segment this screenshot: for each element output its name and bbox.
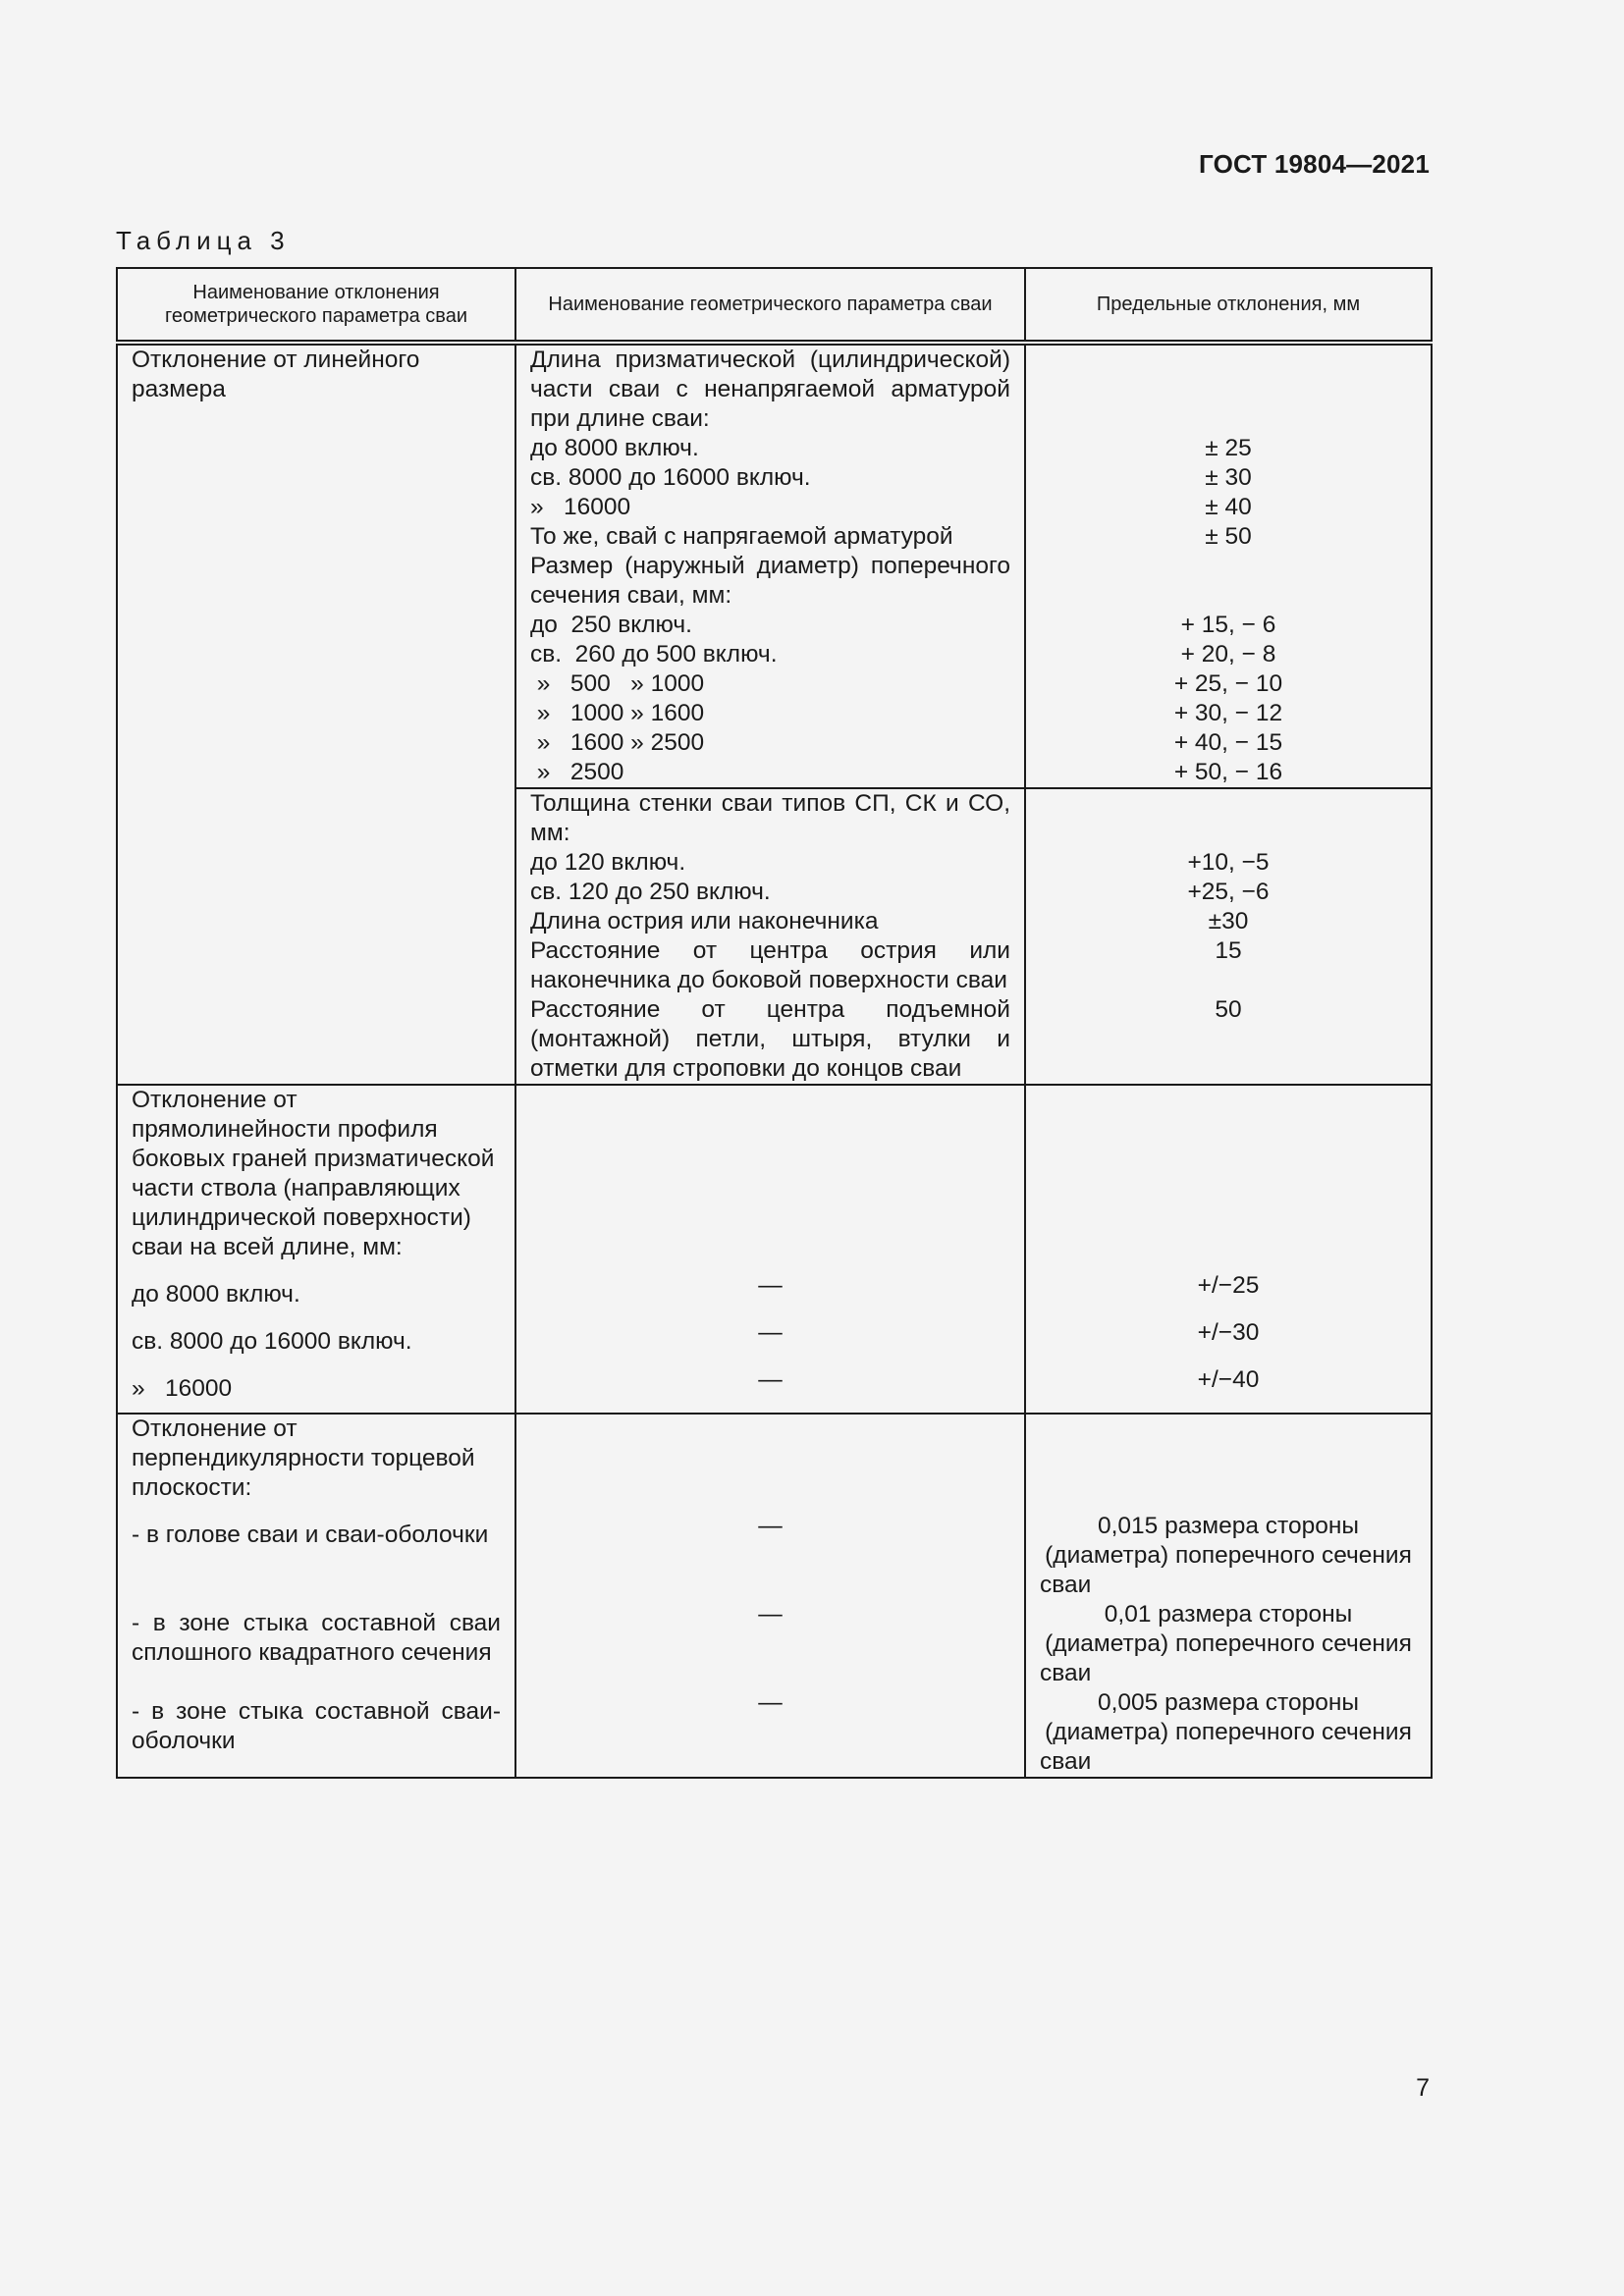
table-row — [117, 1414, 1432, 1512]
row-label-cell: » 16000 — [117, 1365, 515, 1414]
value-cell: +10, −5 — [1025, 848, 1432, 878]
table-header-row — [117, 268, 1432, 343]
value-cell: + 15, − 6 — [1025, 611, 1432, 640]
table-row — [117, 1318, 1432, 1365]
parameter-cell: Размер (наружный диаметр) поперечного сечения сваи, мм: — [515, 552, 1025, 611]
value-cell: ±30 — [1025, 907, 1432, 936]
table-row — [117, 1365, 1432, 1414]
value-cell: +/−25 — [1025, 1271, 1432, 1318]
value-cell: + 50, − 16 — [1025, 758, 1432, 788]
parameter-cell: Толщина стенки сваи типов СП, СК и СО, мм: — [515, 788, 1025, 848]
value-cell: +/−30 — [1025, 1318, 1432, 1365]
parameter-cell: св. 260 до 500 включ. — [515, 640, 1025, 669]
value-cell: ± 40 — [1025, 493, 1432, 522]
value-cell: 50 — [1025, 995, 1432, 1085]
value-cell: 15 — [1025, 936, 1432, 995]
value-cell: 0,01 размера стороны (диаметра) поперечного сечения сваи — [1025, 1600, 1432, 1688]
table-row — [117, 1688, 1432, 1778]
row-label-cell: - в зоне стыка составной сваи сплошного квадратного сечения — [117, 1600, 515, 1688]
parameter-cell: св. 8000 до 16000 включ. — [515, 463, 1025, 493]
value-cell: ± 30 — [1025, 463, 1432, 493]
value-cell — [1025, 343, 1432, 434]
column-header-deviation-name: Наименование отклонения геометрического параметра сваи — [117, 268, 515, 343]
parameter-cell: » 1000 » 1600 — [515, 699, 1025, 728]
tolerance-table — [116, 267, 1433, 1779]
empty-cell — [515, 1085, 1025, 1271]
empty-cell — [1025, 1085, 1432, 1271]
parameter-cell: св. 120 до 250 включ. — [515, 878, 1025, 907]
value-cell: 0,015 размера стороны (диаметра) поперечного сечения сваи — [1025, 1512, 1432, 1600]
document-code: ГОСТ 19804—2021 — [1199, 149, 1430, 179]
value-cell: + 40, − 15 — [1025, 728, 1432, 758]
value-cell: +/−40 — [1025, 1365, 1432, 1414]
group-name-perpendicularity: Отклонение от перпендикулярности торцевой плоскости: — [117, 1414, 515, 1512]
parameter-cell: » 2500 — [515, 758, 1025, 788]
parameter-cell: — — [515, 1365, 1025, 1414]
group-name-straightness: Отклонение от прямолинейности профиля боковых граней призматической части ствола (направляющих цилиндрической поверхности) сваи на всей длине, мм: — [117, 1085, 515, 1271]
row-label-cell: - в голове сваи и сваи-оболочки — [117, 1512, 515, 1600]
parameter-cell: » 16000 — [515, 493, 1025, 522]
group-name-linear-size: Отклонение от линейного размера — [117, 343, 515, 1085]
parameter-cell: » 500 » 1000 — [515, 669, 1025, 699]
table-row — [117, 1085, 1432, 1271]
parameter-cell: до 120 включ. — [515, 848, 1025, 878]
column-header-parameter-name: Наименование геометрического параметра сваи — [515, 268, 1025, 343]
parameter-cell: — — [515, 1688, 1025, 1778]
table-row — [117, 1512, 1432, 1600]
value-cell: ± 50 — [1025, 522, 1432, 552]
table-title: Таблица 3 — [116, 226, 291, 255]
value-cell: +25, −6 — [1025, 878, 1432, 907]
value-cell: + 30, − 12 — [1025, 699, 1432, 728]
parameter-cell: — — [515, 1512, 1025, 1600]
parameter-cell: Расстояние от центра подъемной (монтажной) петли, штыря, втулки и отметки для строповки до концов сваи — [515, 995, 1025, 1085]
value-cell — [1025, 552, 1432, 611]
empty-cell — [515, 1414, 1025, 1512]
empty-cell — [1025, 1414, 1432, 1512]
parameter-cell: Расстояние от центра острия или наконечника до боковой поверхности сваи — [515, 936, 1025, 995]
parameter-cell: до 250 включ. — [515, 611, 1025, 640]
value-cell: + 20, − 8 — [1025, 640, 1432, 669]
column-header-limit-deviation: Предельные отклонения, мм — [1025, 268, 1432, 343]
parameter-cell: » 1600 » 2500 — [515, 728, 1025, 758]
row-label-cell: св. 8000 до 16000 включ. — [117, 1318, 515, 1365]
table-row — [117, 1271, 1432, 1318]
parameter-cell: до 8000 включ. — [515, 434, 1025, 463]
parameter-cell: — — [515, 1600, 1025, 1688]
parameter-cell: — — [515, 1271, 1025, 1318]
value-cell: + 25, − 10 — [1025, 669, 1432, 699]
parameter-cell: — — [515, 1318, 1025, 1365]
value-cell: 0,005 размера стороны (диаметра) поперечного сечения сваи — [1025, 1688, 1432, 1778]
value-cell: ± 25 — [1025, 434, 1432, 463]
table-row — [117, 343, 1432, 434]
table-row — [117, 1600, 1432, 1688]
parameter-cell: То же, свай с напрягаемой арматурой — [515, 522, 1025, 552]
row-label-cell: - в зоне стыка составной сваи-оболочки — [117, 1688, 515, 1778]
row-label-cell: до 8000 включ. — [117, 1271, 515, 1318]
parameter-cell: Длина острия или наконечника — [515, 907, 1025, 936]
parameter-cell: Длина призматической (цилиндрической) части сваи с ненапрягаемой арматурой при длине сваи: — [515, 343, 1025, 434]
page-number: 7 — [1416, 2074, 1430, 2102]
value-cell — [1025, 788, 1432, 848]
